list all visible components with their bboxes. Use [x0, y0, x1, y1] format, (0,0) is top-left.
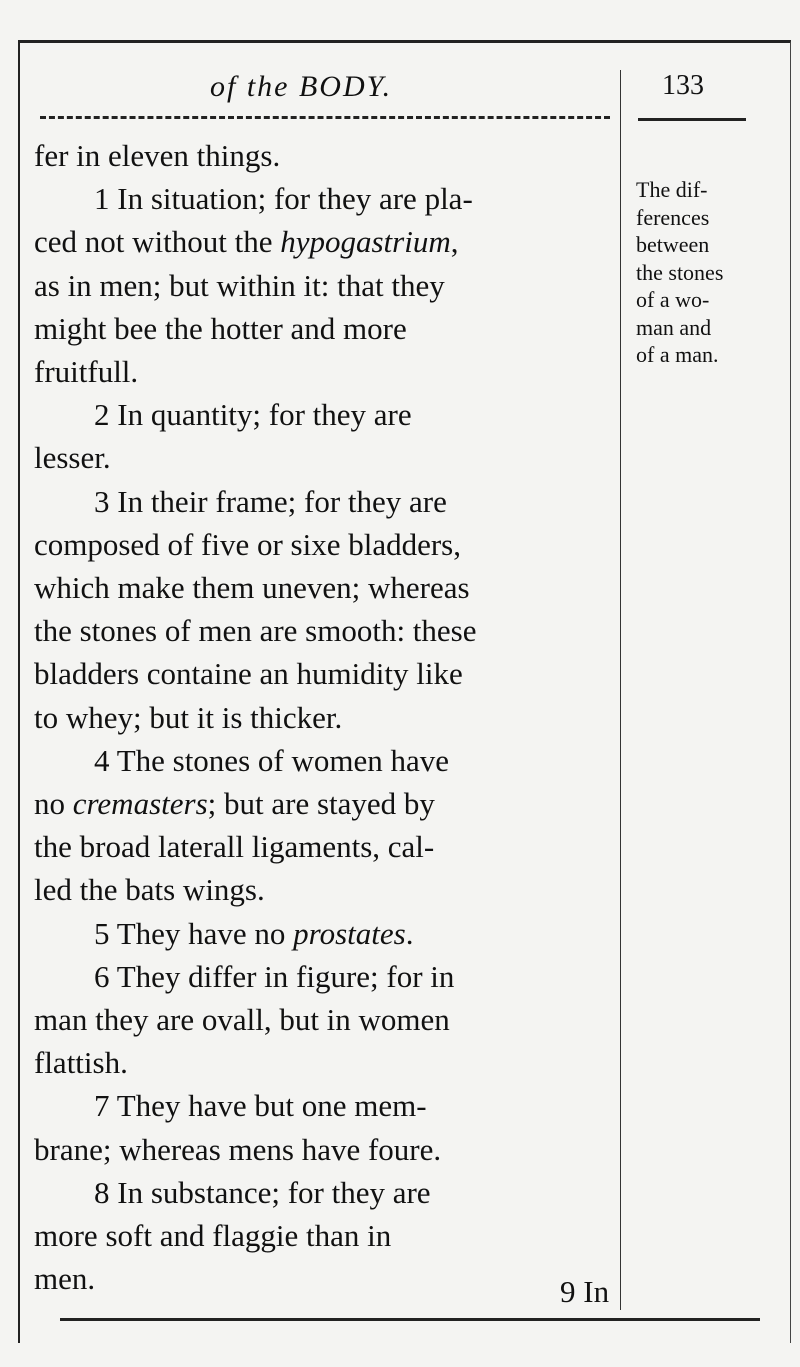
text-line-22: flattish. [34, 1045, 128, 1081]
text-line-11: which make them uneven; whereas [34, 570, 470, 606]
running-head: of the BODY. [210, 70, 393, 103]
text-line-14: to whey; but it is thicker. [34, 699, 343, 735]
text-line-1: fer in eleven things. [34, 138, 281, 173]
catchword: 9 In [560, 1274, 610, 1309]
body-text [34, 134, 619, 1300]
text-line-8: lesser. [34, 440, 111, 476]
text-line-20: 6 They differ in figure; for in [94, 958, 455, 994]
text-line-4: as in men; but within it: that they [34, 267, 445, 303]
text-line-6: fruitfull. [34, 354, 139, 390]
margin-divider [620, 70, 621, 1310]
text-line-24: brane; whereas mens have foure. [34, 1131, 442, 1167]
text-line-10: composed of five or sixe bladders, [34, 526, 461, 562]
text-line-26: more soft and flaggie than in [34, 1218, 392, 1254]
text-line-15: 4 The stones of women have [94, 742, 449, 778]
page-number: 133 [662, 70, 704, 101]
header-rule [40, 116, 610, 119]
text-line-2: 1 In situation; for they are pla- [94, 181, 473, 217]
text-line-7: 2 In quantity; for they are [94, 397, 412, 433]
margin-note: The dif- ferences between the stones of a wo- man and of a man. [636, 177, 724, 367]
italic-term: cremasters [72, 786, 208, 822]
text-line-23: 7 They have but one mem- [94, 1088, 427, 1124]
text-line-25: 8 In substance; for they are [94, 1174, 431, 1210]
header-rule-margin [638, 118, 746, 121]
text-line-5: might bee the hotter and more [34, 310, 407, 346]
text-line-16: no cremasters; but are stayed by [34, 786, 435, 822]
text-line-12: the stones of men are smooth: these [34, 613, 477, 649]
text-line-18: led the bats wings. [34, 872, 265, 908]
bottom-rule [60, 1318, 760, 1321]
italic-term: prostates [293, 915, 406, 951]
text-line-19: 5 They have no prostates. [94, 915, 414, 951]
text-line-9: 3 In their frame; for they are [94, 483, 447, 519]
page-header [30, 60, 770, 120]
text-line-17: the broad laterall ligaments, cal- [34, 829, 435, 865]
text-line-13: bladders containe an humidity like [34, 656, 463, 692]
italic-term: hypogastrium [280, 224, 451, 260]
text-line-3: ced not without the hypogastrium, [34, 224, 459, 260]
text-line-27: men. [34, 1261, 96, 1297]
text-line-21: man they are ovall, but in women [34, 1002, 450, 1038]
